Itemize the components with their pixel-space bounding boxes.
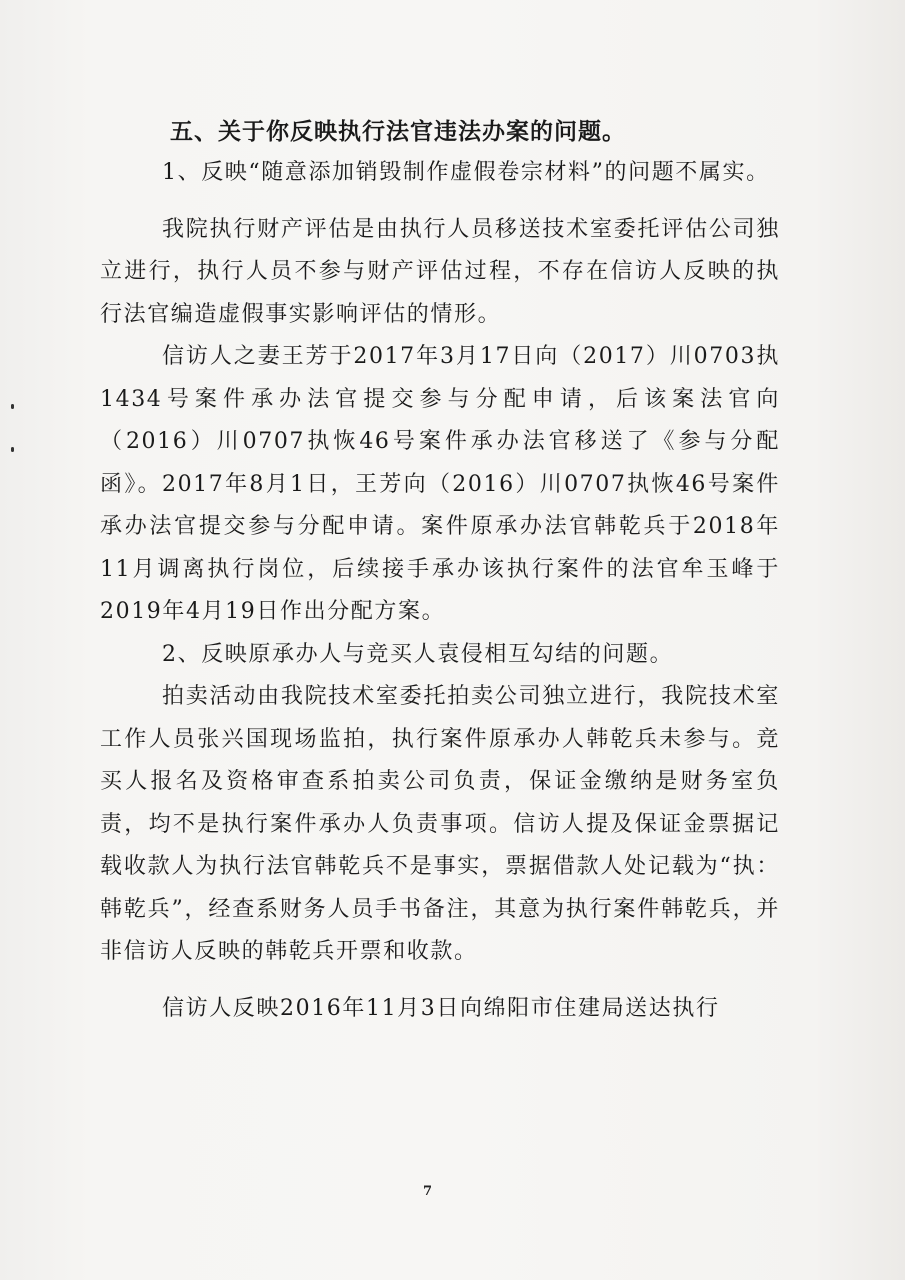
paragraph-distribution: 信访人之妻王芳于2017年3月17日向（2017）川0703执1434号案件承办法官提交参与分配申请，后该案法官向（2016）川0707执恢46号案件承办法官移送了《参与分配函》。2017年8月1日，王芳向（2016）川0707执恢46号案件承办法官提交参与分配申请。案件原承办法官韩乾兵于2018年11月调离执行岗位，后续接手承办该执行案件的法官牟玉峰于2019年4月19日作出分配方案。 [100,344,780,624]
section-heading: 五、关于你反映执行法官违法办案的问题。 [170,118,626,145]
document-body [100,112,780,1030]
paragraph-continued: 信访人反映2016年11月3日向绵阳市住建局送达执行 [162,995,720,1021]
page-number: 7 [422,1184,433,1199]
paragraph-item-1: 1、反映“随意添加销毁制作虚假卷宗材料”的问题不属实。 [162,160,770,185]
paragraph-evaluation: 我院执行财产评估是由执行人员移送技术室委托评估公司独立进行，执行人员不参与财产评估过程，不存在信访人反映的执行法官编造虚假事实影响评估的情形。 [100,216,780,327]
paragraph-item-2: 2、反映原承办人与竞买人袁侵相互勾结的问题。 [162,641,674,667]
scan-speck [11,447,14,452]
scan-speck [11,404,14,409]
paragraph-auction: 拍卖活动由我院技术室委托拍卖公司独立进行，我院技术室工作人员张兴国现场监拍，执行案件原承办人韩乾兵未参与。竞买人报名及资格审查系拍卖公司负责，保证金缴纳是财务室负责，均不是执行案件承办人负责事项。信访人提及保证金票据记载收款人为执行法官韩乾兵不是事实，票据借款人处记载为“执：韩乾兵”，经查系财务人员手书备注，其意为执行案件韩乾兵，并非信访人反映的韩乾兵开票和收款。 [100,684,780,964]
